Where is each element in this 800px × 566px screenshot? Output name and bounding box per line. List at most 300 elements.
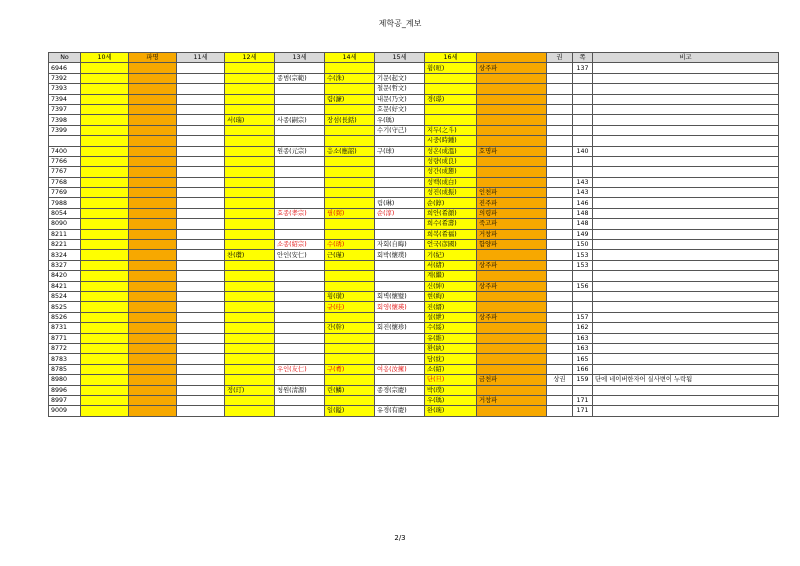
cell-gen-13 <box>275 375 325 385</box>
cell-gen-10 <box>81 291 129 301</box>
table-row <box>49 146 779 156</box>
cell-no: 7394 <box>49 94 81 104</box>
cell-volume <box>547 219 573 229</box>
cell-volume <box>547 104 573 114</box>
cell-gen-10 <box>81 302 129 312</box>
cell-branch: 호명파 <box>477 146 547 156</box>
table-row <box>49 94 779 104</box>
cell-branch-name <box>129 63 177 73</box>
cell-gen-16: 유(維) <box>425 333 477 343</box>
cell-gen-16: 성량(成良) <box>425 156 477 166</box>
cell-gen-15: 철문(哲文) <box>375 84 425 94</box>
cell-no: 8090 <box>49 219 81 229</box>
cell-page <box>573 302 593 312</box>
cell-page: 159 <box>573 375 593 385</box>
cell-branch-name <box>129 271 177 281</box>
cell-gen-12 <box>225 312 275 322</box>
cell-gen-10 <box>81 84 129 94</box>
cell-gen-13 <box>275 63 325 73</box>
cell-no: 7988 <box>49 198 81 208</box>
cell-gen-14: 구(耈) <box>325 364 375 374</box>
cell-gen-10 <box>81 354 129 364</box>
cell-gen-15 <box>375 188 425 198</box>
cell-gen-10 <box>81 63 129 73</box>
cell-gen-12 <box>225 271 275 281</box>
cell-volume <box>547 312 573 322</box>
cell-volume <box>547 208 573 218</box>
cell-gen-15 <box>375 354 425 364</box>
cell-volume <box>547 250 573 260</box>
cell-gen-14 <box>325 333 375 343</box>
cell-page: 148 <box>573 208 593 218</box>
cell-remarks <box>593 156 779 166</box>
cell-gen-14 <box>325 312 375 322</box>
cell-no: 6946 <box>49 63 81 73</box>
cell-gen-10 <box>81 146 129 156</box>
cell-branch <box>477 104 547 114</box>
cell-gen-12: 정(玎) <box>225 385 275 395</box>
cell-volume <box>547 406 573 416</box>
cell-gen-12 <box>225 406 275 416</box>
cell-gen-13 <box>275 84 325 94</box>
table-row <box>49 177 779 187</box>
table-row <box>49 312 779 322</box>
cell-gen-10 <box>81 156 129 166</box>
cell-gen-10 <box>81 188 129 198</box>
cell-gen-13 <box>275 188 325 198</box>
cell-gen-16: 신(紳) <box>425 281 477 291</box>
cell-gen-13 <box>275 312 325 322</box>
cell-gen-14: 간(幹) <box>325 323 375 333</box>
cell-gen-16: 진(縉) <box>425 302 477 312</box>
cell-gen-15: 회벽(懷璧) <box>375 291 425 301</box>
cell-gen-13 <box>275 167 325 177</box>
cell-gen-14: 수(琇) <box>325 240 375 250</box>
cell-gen-13 <box>275 94 325 104</box>
cell-gen-16: 휨(晅) <box>425 63 477 73</box>
cell-page: 171 <box>573 395 593 405</box>
cell-gen-11 <box>177 291 225 301</box>
cell-gen-16: 환(紈) <box>425 343 477 353</box>
header-gen-15: 15세 <box>375 53 425 63</box>
header-gen-14: 14세 <box>325 53 375 63</box>
header-volume: 권 <box>547 53 573 63</box>
cell-gen-16: 완(琬) <box>425 406 477 416</box>
cell-page <box>573 156 593 166</box>
cell-branch-name <box>129 343 177 353</box>
table-row <box>49 115 779 125</box>
genealogy-table <box>48 52 779 417</box>
table-row <box>49 291 779 301</box>
cell-branch: 상주파 <box>477 63 547 73</box>
cell-page: 156 <box>573 281 593 291</box>
cell-branch <box>477 73 547 83</box>
cell-gen-13 <box>275 136 325 146</box>
cell-gen-11 <box>177 395 225 405</box>
cell-gen-11 <box>177 136 225 146</box>
table-row <box>49 343 779 353</box>
cell-gen-13 <box>275 104 325 114</box>
cell-gen-12 <box>225 208 275 218</box>
cell-no: 8997 <box>49 395 81 405</box>
header-gen-12: 12세 <box>225 53 275 63</box>
cell-remarks <box>593 177 779 187</box>
cell-gen-15 <box>375 219 425 229</box>
cell-remarks <box>593 364 779 374</box>
cell-gen-12 <box>225 364 275 374</box>
cell-no: 8420 <box>49 271 81 281</box>
cell-branch <box>477 354 547 364</box>
cell-branch-name <box>129 73 177 83</box>
cell-gen-12 <box>225 395 275 405</box>
cell-branch: 상주파 <box>477 281 547 291</box>
cell-gen-15 <box>375 281 425 291</box>
cell-gen-14 <box>325 260 375 270</box>
cell-branch: 거창파 <box>477 229 547 239</box>
cell-remarks <box>593 125 779 135</box>
cell-gen-10 <box>81 240 129 250</box>
cell-gen-11 <box>177 156 225 166</box>
cell-gen-15: 수기(守己) <box>375 125 425 135</box>
table-row <box>49 84 779 94</box>
cell-gen-14: 렴(濂) <box>325 94 375 104</box>
cell-no: 7766 <box>49 156 81 166</box>
cell-gen-12 <box>225 198 275 208</box>
cell-page: 148 <box>573 219 593 229</box>
table-row <box>49 385 779 395</box>
cell-remarks <box>593 312 779 322</box>
cell-gen-13 <box>275 354 325 364</box>
table-row <box>49 333 779 343</box>
cell-gen-11 <box>177 364 225 374</box>
table-row <box>49 198 779 208</box>
cell-branch <box>477 271 547 281</box>
cell-gen-14: 일(鎰) <box>325 406 375 416</box>
cell-branch-name <box>129 260 177 270</box>
cell-gen-15: 여옹(汝擁) <box>375 364 425 374</box>
cell-volume <box>547 271 573 281</box>
cell-gen-14 <box>325 136 375 146</box>
cell-gen-16: 소(紹) <box>425 364 477 374</box>
cell-gen-16: 설(紲) <box>425 312 477 322</box>
cell-volume <box>547 302 573 312</box>
cell-remarks <box>593 354 779 364</box>
cell-gen-13 <box>275 125 325 135</box>
cell-gen-16: 수(綏) <box>425 323 477 333</box>
cell-gen-12 <box>225 343 275 353</box>
cell-gen-16: 경(璟) <box>425 94 477 104</box>
cell-gen-14 <box>325 343 375 353</box>
cell-branch <box>477 94 547 104</box>
cell-remarks <box>593 260 779 270</box>
cell-volume <box>547 354 573 364</box>
cell-gen-14: 규(珪) <box>325 302 375 312</box>
cell-gen-12 <box>225 323 275 333</box>
cell-gen-16: 희안(希顔) <box>425 208 477 218</box>
cell-remarks <box>593 250 779 260</box>
cell-no: 7393 <box>49 84 81 94</box>
cell-gen-10 <box>81 136 129 146</box>
cell-branch-name <box>129 281 177 291</box>
cell-remarks <box>593 240 779 250</box>
header-no: No <box>49 53 81 63</box>
cell-branch-name <box>129 146 177 156</box>
cell-branch-name <box>129 406 177 416</box>
cell-no: 8525 <box>49 302 81 312</box>
table-row <box>49 406 779 416</box>
cell-no: 8421 <box>49 281 81 291</box>
cell-remarks <box>593 343 779 353</box>
cell-page: 143 <box>573 177 593 187</box>
cell-volume <box>547 94 573 104</box>
table-row <box>49 250 779 260</box>
cell-branch-name <box>129 84 177 94</box>
cell-gen-14: 린(鱗) <box>325 385 375 395</box>
cell-gen-15 <box>375 271 425 281</box>
cell-page <box>573 385 593 395</box>
cell-gen-10 <box>81 281 129 291</box>
cell-no: 8211 <box>49 229 81 239</box>
cell-remarks <box>593 333 779 343</box>
cell-gen-12 <box>225 156 275 166</box>
cell-page: 163 <box>573 333 593 343</box>
cell-gen-13 <box>275 323 325 333</box>
cell-gen-11 <box>177 208 225 218</box>
cell-gen-11 <box>177 271 225 281</box>
cell-no: 8996 <box>49 385 81 395</box>
cell-page <box>573 73 593 83</box>
cell-remarks <box>593 323 779 333</box>
cell-gen-14 <box>325 177 375 187</box>
cell-branch-name <box>129 375 177 385</box>
cell-gen-14 <box>325 84 375 94</box>
cell-gen-12 <box>225 177 275 187</box>
cell-gen-15: 종경(宗慶) <box>375 385 425 395</box>
cell-gen-10 <box>81 395 129 405</box>
cell-remarks <box>593 84 779 94</box>
cell-gen-12 <box>225 125 275 135</box>
cell-gen-15 <box>375 167 425 177</box>
cell-volume <box>547 395 573 405</box>
header-row <box>49 53 779 63</box>
table-row <box>49 219 779 229</box>
cell-gen-12 <box>225 302 275 312</box>
cell-gen-16: 희수(希壽) <box>425 219 477 229</box>
cell-volume: 상권 <box>547 375 573 385</box>
cell-gen-13 <box>275 198 325 208</box>
cell-branch <box>477 84 547 94</box>
cell-gen-16: 담(紞) <box>425 354 477 364</box>
cell-gen-11 <box>177 343 225 353</box>
cell-branch <box>477 177 547 187</box>
cell-gen-10 <box>81 73 129 83</box>
cell-remarks <box>593 73 779 83</box>
cell-gen-11 <box>177 333 225 343</box>
cell-remarks <box>593 146 779 156</box>
cell-volume <box>547 333 573 343</box>
cell-gen-15 <box>375 136 425 146</box>
table-row <box>49 136 779 146</box>
cell-gen-10 <box>81 375 129 385</box>
cell-gen-10 <box>81 94 129 104</box>
cell-no: 8980 <box>49 375 81 385</box>
cell-gen-14: 응소(應韶) <box>325 146 375 156</box>
cell-no: 8772 <box>49 343 81 353</box>
cell-page: 140 <box>573 146 593 156</box>
cell-gen-10 <box>81 343 129 353</box>
cell-gen-16: 순(錞) <box>425 198 477 208</box>
cell-gen-16: 시중(時鍾) <box>425 136 477 146</box>
cell-branch <box>477 364 547 374</box>
cell-branch-name <box>129 240 177 250</box>
cell-gen-15: 자회(自晦) <box>375 240 425 250</box>
cell-gen-15 <box>375 177 425 187</box>
cell-branch <box>477 302 547 312</box>
cell-page: 137 <box>573 63 593 73</box>
cell-branch: 인천파 <box>477 188 547 198</box>
cell-gen-13: 원종(元宗) <box>275 146 325 156</box>
cell-no: 8771 <box>49 333 81 343</box>
cell-page: 150 <box>573 240 593 250</box>
cell-gen-14 <box>325 167 375 177</box>
cell-remarks <box>593 115 779 125</box>
cell-volume <box>547 167 573 177</box>
cell-gen-10 <box>81 260 129 270</box>
cell-branch-name <box>129 291 177 301</box>
cell-branch-name <box>129 395 177 405</box>
cell-remarks <box>593 395 779 405</box>
cell-gen-15: 림(琳) <box>375 198 425 208</box>
cell-page: 163 <box>573 343 593 353</box>
cell-gen-13: 우인(友仁) <box>275 364 325 374</box>
header-gen-16: 16세 <box>425 53 477 63</box>
cell-volume <box>547 343 573 353</box>
cell-branch-name <box>129 198 177 208</box>
cell-gen-12 <box>225 281 275 291</box>
cell-branch <box>477 115 547 125</box>
cell-gen-10 <box>81 250 129 260</box>
header-branch <box>477 53 547 63</box>
cell-gen-12 <box>225 354 275 364</box>
cell-volume <box>547 198 573 208</box>
cell-no: 8783 <box>49 354 81 364</box>
cell-gen-14: 횡(璜) <box>325 291 375 301</box>
cell-gen-16: 우(瑀) <box>425 395 477 405</box>
table-row <box>49 73 779 83</box>
cell-volume <box>547 146 573 156</box>
cell-gen-12 <box>225 84 275 94</box>
cell-gen-10 <box>81 312 129 322</box>
cell-gen-16: 성온(成溫) <box>425 146 477 156</box>
cell-branch-name <box>129 385 177 395</box>
cell-gen-15: 회박(懷璞) <box>375 250 425 260</box>
table-row <box>49 229 779 239</box>
cell-remarks <box>593 302 779 312</box>
cell-volume <box>547 73 573 83</box>
cell-branch: 거창파 <box>477 395 547 405</box>
cell-gen-12 <box>225 240 275 250</box>
cell-no: 7397 <box>49 104 81 114</box>
cell-branch: 금천파 <box>477 375 547 385</box>
cell-remarks: 단에 네이버한자어 실사변이 누락됨 <box>593 375 779 385</box>
cell-gen-14 <box>325 63 375 73</box>
cell-branch <box>477 250 547 260</box>
cell-page: 162 <box>573 323 593 333</box>
table-row <box>49 375 779 385</box>
cell-gen-12 <box>225 375 275 385</box>
cell-volume <box>547 136 573 146</box>
cell-gen-12 <box>225 146 275 156</box>
cell-remarks <box>593 136 779 146</box>
cell-gen-13 <box>275 281 325 291</box>
cell-gen-11 <box>177 219 225 229</box>
cell-gen-14 <box>325 104 375 114</box>
cell-volume <box>547 125 573 135</box>
cell-page <box>573 125 593 135</box>
cell-gen-16: 성백(成白) <box>425 177 477 187</box>
cell-gen-11 <box>177 125 225 135</box>
cell-branch-name <box>129 115 177 125</box>
cell-gen-16 <box>425 115 477 125</box>
cell-gen-15: 유경(有慶) <box>375 406 425 416</box>
cell-no: 7400 <box>49 146 81 156</box>
header-branch-name: 파명 <box>129 53 177 63</box>
cell-gen-15: 회진(懷珍) <box>375 323 425 333</box>
cell-volume <box>547 260 573 270</box>
cell-volume <box>547 385 573 395</box>
cell-gen-10 <box>81 177 129 187</box>
cell-branch-name <box>129 136 177 146</box>
cell-gen-11 <box>177 229 225 239</box>
cell-gen-14 <box>325 219 375 229</box>
cell-page: 143 <box>573 188 593 198</box>
cell-branch-name <box>129 94 177 104</box>
table-row <box>49 271 779 281</box>
cell-gen-10 <box>81 406 129 416</box>
cell-branch-name <box>129 323 177 333</box>
cell-gen-10 <box>81 219 129 229</box>
cell-gen-14 <box>325 375 375 385</box>
cell-gen-11 <box>177 104 225 114</box>
cell-branch: 의령파 <box>477 208 547 218</box>
cell-gen-12 <box>225 167 275 177</box>
cell-branch: 함양파 <box>477 240 547 250</box>
cell-branch: 상주파 <box>477 260 547 270</box>
cell-gen-14: 근(瑾) <box>325 250 375 260</box>
cell-gen-10 <box>81 167 129 177</box>
cell-branch-name <box>129 312 177 322</box>
cell-remarks <box>593 94 779 104</box>
cell-volume <box>547 156 573 166</box>
cell-gen-10 <box>81 323 129 333</box>
cell-page <box>573 104 593 114</box>
cell-gen-14: 필(弼) <box>325 208 375 218</box>
cell-gen-16: 성진(成振) <box>425 188 477 198</box>
cell-volume <box>547 364 573 374</box>
cell-gen-16 <box>425 73 477 83</box>
cell-gen-12 <box>225 333 275 343</box>
cell-branch-name <box>129 208 177 218</box>
cell-gen-12 <box>225 63 275 73</box>
cell-branch-name <box>129 188 177 198</box>
cell-branch-name <box>129 354 177 364</box>
cell-gen-10 <box>81 271 129 281</box>
cell-branch <box>477 343 547 353</box>
cell-gen-11 <box>177 146 225 156</box>
cell-gen-15 <box>375 343 425 353</box>
cell-gen-10 <box>81 198 129 208</box>
cell-remarks <box>593 188 779 198</box>
